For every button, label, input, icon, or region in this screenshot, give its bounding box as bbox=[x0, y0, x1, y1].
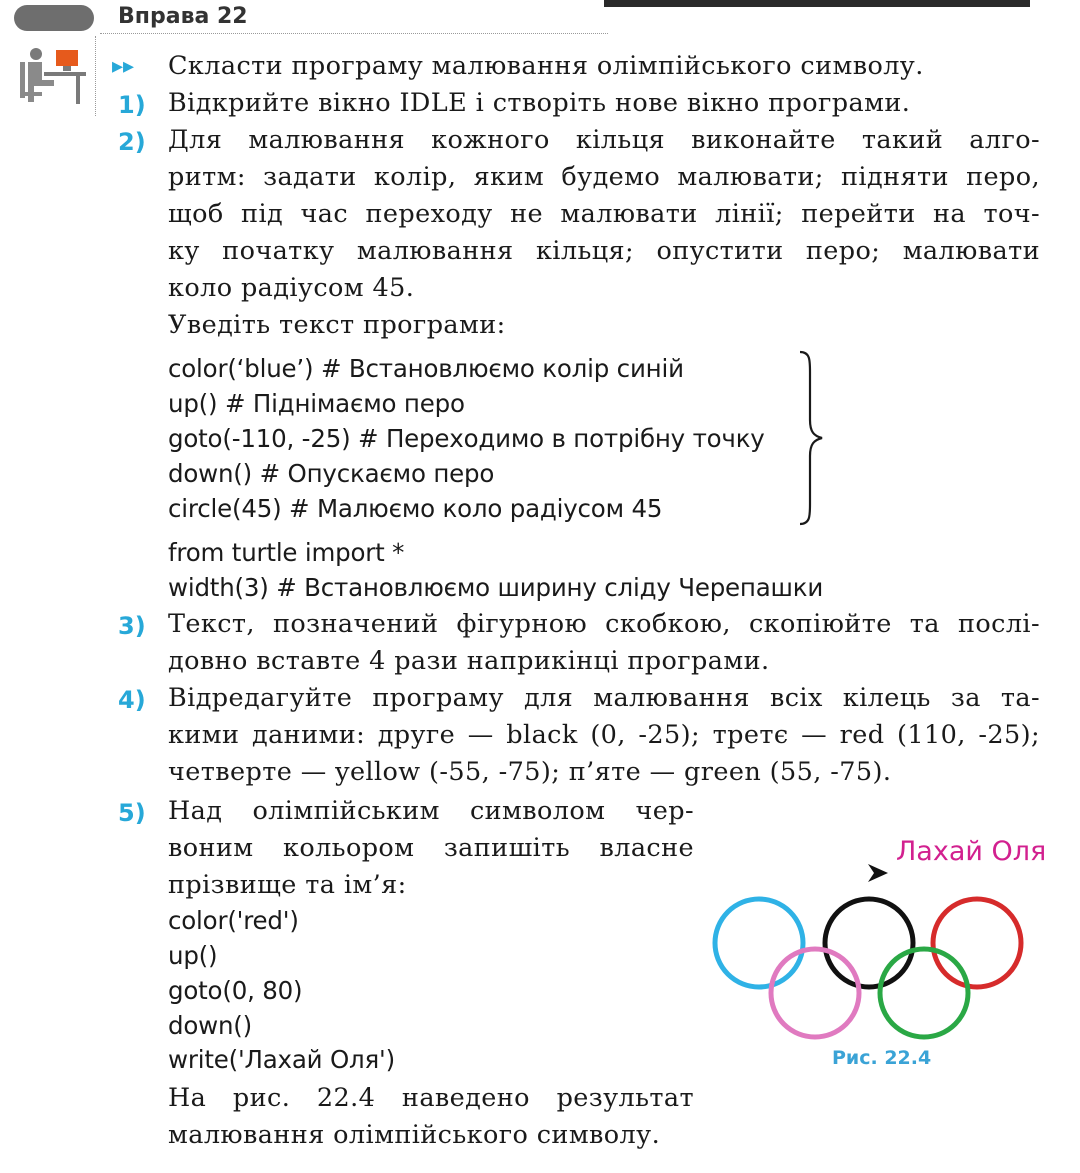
code-line: down() # Опускаємо перо bbox=[168, 459, 495, 488]
code-line: circle(45) # Малюємо коло радіусом 45 bbox=[168, 494, 663, 523]
step-4-line: четверте — yellow (-55, -75); п’яте — green (55, -75). bbox=[168, 757, 892, 787]
computer-desk-icon bbox=[16, 44, 86, 106]
step-3-line: довно вставте 4 рази наприкінці програми. bbox=[168, 646, 770, 676]
step-2-line: Для малювання кожного кільця виконайте такий алго- bbox=[168, 125, 1040, 155]
code-line: from turtle import * bbox=[168, 538, 405, 567]
closing-line: малювання олімпійського символу. bbox=[168, 1120, 661, 1150]
code-line: width(3) # Встановлюємо ширину сліду Черепашки bbox=[168, 573, 824, 602]
olympic-rings-figure bbox=[706, 890, 1032, 1042]
intro-marker: ▸▸ bbox=[112, 54, 135, 79]
step-2-number: 2) bbox=[118, 128, 146, 156]
curly-brace-icon bbox=[796, 350, 826, 526]
step-5-line: прізвище та ім’я: bbox=[168, 870, 407, 900]
step-5-number: 5) bbox=[118, 799, 146, 827]
step-3-line: Текст, позначений фігурною скобкою, скопіюйте та послі- bbox=[168, 609, 1040, 639]
code-line: write('Лахай Оля') bbox=[168, 1045, 395, 1074]
step-2-line: ку початку малювання кільця; опустити перо; малювати bbox=[168, 236, 1040, 266]
ring-black bbox=[825, 899, 913, 987]
code-line: up() # Піднімаємо перо bbox=[168, 389, 465, 418]
step-5-line: Над олімпійським символом чер- bbox=[168, 796, 694, 826]
closing-line: На рис. 22.4 наведено результат bbox=[168, 1083, 694, 1113]
ring-blue bbox=[715, 899, 803, 987]
ring-green bbox=[880, 949, 968, 1037]
exercise-pill-marker bbox=[14, 5, 94, 31]
pointer-arrow-icon bbox=[866, 862, 890, 884]
top-dark-bar bbox=[604, 0, 1030, 7]
step-2-line: коло радіусом 45. bbox=[168, 273, 415, 303]
code-line: goto(0, 80) bbox=[168, 976, 303, 1005]
step-4-line: Відредагуйте програму для малювання всіх кілець за та- bbox=[168, 683, 1040, 713]
code-line: up() bbox=[168, 941, 218, 970]
step-5-line: воним кольором запишіть власне bbox=[168, 833, 694, 863]
code-line: goto(-110, -25) # Переходимо в потрібну точку bbox=[168, 424, 765, 453]
step-3-number: 3) bbox=[118, 612, 146, 640]
figure-name-text: Лахай Оля bbox=[896, 836, 1047, 867]
step-2-code-intro: Уведіть текст програми: bbox=[168, 310, 506, 340]
step-4-line: кими даними: друге — black (0, -25); третє — red (110, -25); bbox=[168, 720, 1040, 750]
header-divider bbox=[100, 33, 608, 34]
code-line: color(‘blue’) # Встановлюємо колір синій bbox=[168, 354, 684, 383]
step-1-text: Відкрийте вікно IDLE і створіть нове вікно програми. bbox=[168, 88, 911, 118]
ring-red bbox=[933, 899, 1021, 987]
step-2-line: щоб під час переходу не малювати лінії; перейти на точ- bbox=[168, 199, 1040, 229]
step-4-number: 4) bbox=[118, 686, 146, 714]
code-line: down() bbox=[168, 1011, 253, 1040]
step-1-number: 1) bbox=[118, 91, 146, 119]
figure-caption: Рис. 22.4 bbox=[832, 1047, 932, 1069]
code-line: color('red') bbox=[168, 906, 299, 935]
intro-text: Скласти програму малювання олімпійського символу. bbox=[168, 51, 924, 81]
step-2-line: ритм: задати колір, яким будемо малювати; підняти перо, bbox=[168, 162, 1040, 192]
ring-pink bbox=[771, 949, 859, 1037]
side-divider bbox=[95, 36, 96, 116]
exercise-title: Вправа 22 bbox=[118, 4, 248, 29]
